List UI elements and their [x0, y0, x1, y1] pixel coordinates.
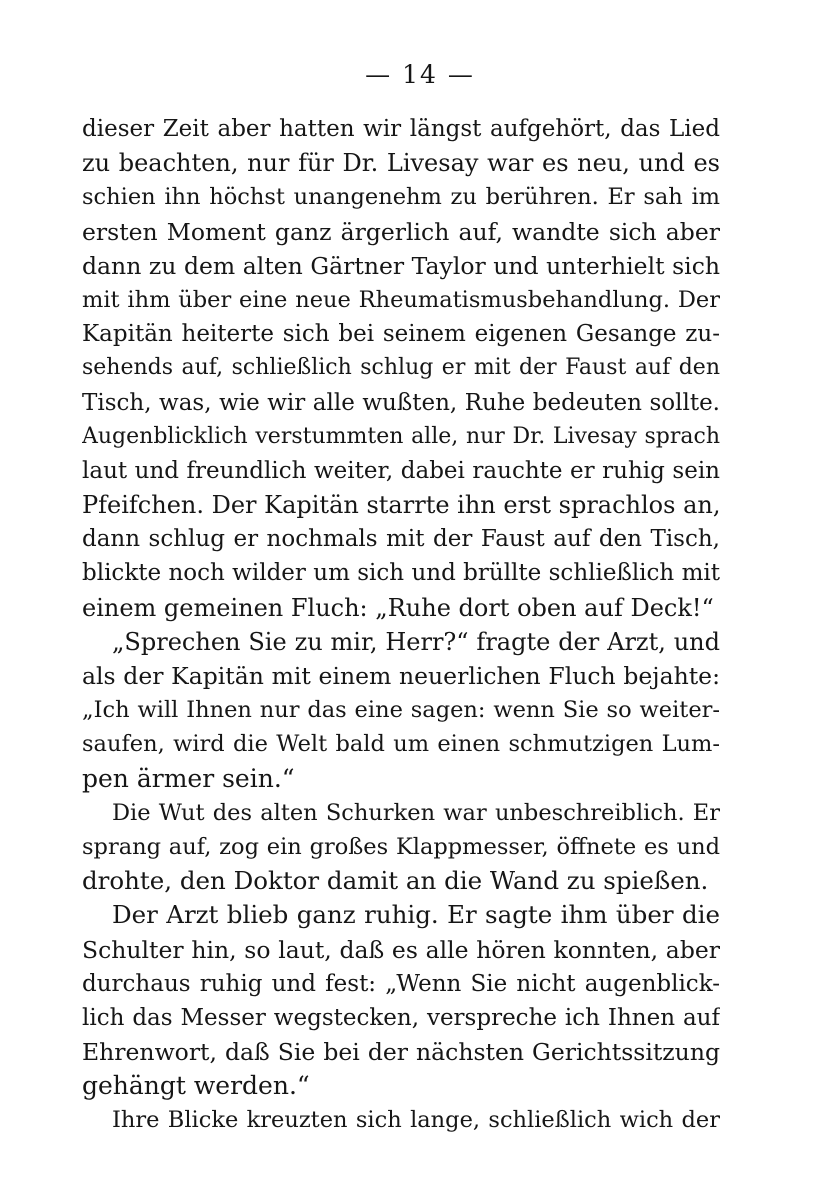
page-number: — 14 —	[365, 60, 475, 89]
text-line: Kapitän heiterte sich bei seinem eigenen Gesange zu-	[82, 321, 720, 348]
body-text	[82, 112, 720, 1138]
text-line: Der Arzt blieb ganz ruhig. Er sagte ihm über die	[112, 900, 720, 930]
text-line: gehängt werden.“	[82, 1071, 310, 1101]
text-line: Tisch, was, wie wir alle wußten, Ruhe bedeuten sollte.	[82, 389, 720, 416]
text-line: Augenblicklich verstummten alle, nur Dr. Livesay sprach	[82, 423, 720, 449]
text-line: dann schlug er nochmals mit der Faust auf den Tisch,	[82, 526, 720, 553]
text-line: „Ich will Ihnen nur das eine sagen: wenn Sie so weiter-	[82, 697, 720, 724]
text-line: blickte noch wilder um sich und brüllte schließlich mit	[82, 560, 720, 587]
text-line: sehends auf, schließlich schlug er mit der Faust auf den	[82, 355, 720, 381]
text-line: durchaus ruhig und fest: „Wenn Sie nicht augenblick-	[82, 970, 720, 997]
text-line: Pfeifchen. Der Kapitän starrte ihn erst sprachlos an,	[82, 491, 720, 520]
text-line: dann zu dem alten Gärtner Taylor und unterhielt sich	[82, 251, 720, 280]
text-line: sprang auf, zog ein großes Klappmesser, öffnete es und	[82, 833, 720, 860]
text-line: saufen, wird die Welt bald um einen schmutzigen Lum-	[82, 731, 720, 758]
text-line: pen ärmer sein.“	[82, 763, 295, 793]
text-line: laut und freundlich weiter, dabei rauchte er ruhig sein	[82, 457, 720, 484]
text-line: ersten Moment ganz ärgerlich auf, wandte sich aber	[82, 217, 720, 246]
text-line: einem gemeinen Fluch: „Ruhe dort oben auf Deck!“	[82, 593, 714, 622]
text-line: schien ihn höchst unangenehm zu berühren. Er sah im	[82, 184, 720, 211]
text-line: mit ihm über eine neue Rheumatismusbehandlung. Der	[82, 286, 720, 313]
text-line: lich das Messer wegstecken, verspreche ich Ihnen auf	[82, 1004, 720, 1031]
text-line: Ehrenwort, daß Sie bei der nächsten Gerichtssitzung	[82, 1038, 720, 1067]
text-line: zu beachten, nur für Dr. Livesay war es neu, und es	[82, 149, 720, 178]
text-line: dieser Zeit aber hatten wir längst aufgehört, das Lied	[82, 116, 720, 142]
text-line: drohte, den Doktor damit an die Wand zu spießen.	[82, 866, 709, 896]
text-line: „Sprechen Sie zu mir, Herr?“ fragte der Arzt, und	[112, 627, 720, 656]
text-line: Ihre Blicke kreuzten sich lange, schließlich wich der	[112, 1107, 720, 1134]
text-line: Die Wut des alten Schurken war unbeschreiblich. Er	[112, 799, 720, 826]
text-line: als der Kapitän mit einem neuerlichen Fluch bejahte:	[82, 662, 720, 690]
text-line: Schulter hin, so laut, daß es alle hören konnten, aber	[82, 935, 720, 964]
